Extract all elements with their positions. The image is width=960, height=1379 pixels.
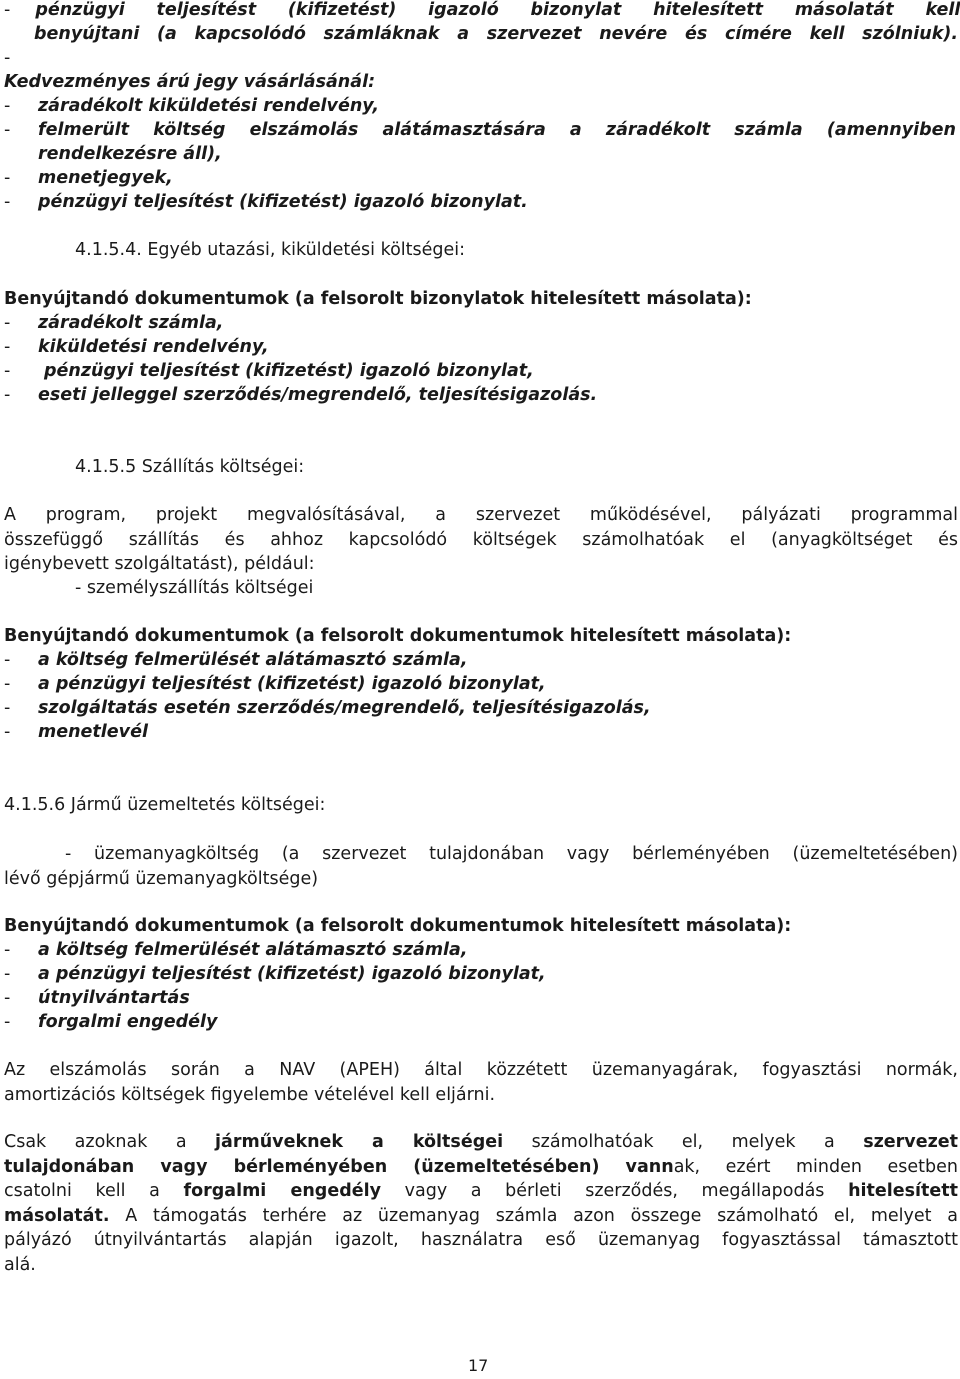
list-item [4,696,651,720]
dash: - [4,361,11,381]
dash: - [4,1012,11,1032]
list-item [4,1010,218,1034]
list-item [4,335,269,359]
section-title-4154: 4.1.5.4. Egyéb utazási, kiküldetési költségei: [75,240,466,260]
dash: - [4,0,11,20]
list-item-text: menetlevél [38,722,148,742]
dash: - [4,337,11,357]
dash-line: - [4,48,11,68]
list-item-text: a pénzügyi teljesítést (kifizetést) igazoló bizonylat, [38,674,546,694]
list-item-text: útnyilvántartás [38,988,190,1008]
paragraph [4,1058,958,1107]
paragraph-line: tulajdonában vagy bérleményében (üzemeltetésében) vannak, ezért minden esetben [4,1156,958,1177]
dash: - [4,120,11,140]
kedvezmenyes-heading: Kedvezményes árú jegy vásárlásánál: [4,72,376,92]
dash: - [4,674,11,694]
paragraph-line: A program, projekt megvalósításával, a szervezet működésével, pályázati programmal [4,505,958,525]
dash: - [4,168,11,188]
list-item [4,311,224,335]
list-item-text: pénzügyi teljesítést (kifizetést) igazoló bizonylat. [38,192,528,212]
dash: - [4,385,11,405]
list-item-text: záradékolt számla, [38,313,224,333]
paragraph-line: összefüggő szállítás és ahhoz kapcsolódó költségek számolhatóak el (anyagköltséget és [4,529,958,550]
dash: - [4,940,11,960]
list-item-text: szolgáltatás esetén szerződés/megrendelő, teljesítésigazolás, [38,698,651,718]
dash: - [4,650,11,670]
page-number: 17 [468,1356,489,1375]
list-item [4,190,528,214]
list-item [4,166,173,190]
dash: - [4,988,11,1008]
paragraph-line: igénybevett szolgáltatást), például: [4,554,315,574]
top-line-1 [4,0,960,22]
list-item-text: a költség felmerülését alátámasztó számla, [38,940,468,960]
list-item-text: forgalmi engedély [38,1012,218,1032]
dash: - [4,722,11,742]
paragraph [4,1130,958,1277]
top-line-2: benyújtani (a kapcsolódó számláknak a szervezet nevére és címére kell szólniuk). [34,24,958,44]
sub-item: - személyszállítás költségei [75,578,314,598]
docs-heading: Benyújtandó dokumentumok (a felsorolt dokumentumok hitelesített másolata): [4,916,792,936]
paragraph-line: másolatát. A támogatás terhére az üzemanyag számla azon összege számolható el, melyet a [4,1205,958,1226]
list-item [4,720,148,744]
dash: - [4,964,11,984]
list-item-text: kiküldetési rendelvény, [38,337,269,357]
docs-heading: Benyújtandó dokumentumok (a felsorolt bizonylatok hitelesített másolata): [4,289,752,309]
list-item [4,94,379,118]
list-item [4,648,468,672]
list-item [4,986,190,1010]
docs-heading: Benyújtandó dokumentumok (a felsorolt dokumentumok hitelesített másolata): [4,626,792,646]
section-title-4156: 4.1.5.6 Jármű üzemeltetés költségei: [4,795,326,815]
list-item-text: a pénzügyi teljesítést (kifizetést) igazoló bizonylat, [38,964,546,984]
paragraph-line: lévő gépjármű üzemanyagköltsége) [4,868,319,889]
section-title-4155: 4.1.5.5 Szállítás költségei: [75,457,305,477]
list-item-text: a költség felmerülését alátámasztó számla, [38,650,468,670]
list-item [4,962,546,986]
list-item [4,672,546,696]
top-line-1-text: pénzügyi teljesítést (kifizetést) igazoló bizonylat hitelesített másolatát kell [35,0,960,20]
paragraph-line: Csak azoknak a járműveknek a költségei számolhatóak el, melyek a szervezet [4,1132,958,1152]
list-item-text: felmerült költség elszámolás alátámasztására a záradékolt számla (amennyiben [38,120,956,140]
paragraph [4,842,958,891]
paragraph-line: amortizációs költségek figyelembe vételével kell eljárni. [4,1084,496,1105]
paragraph-line: Az elszámolás során a NAV (APEH) által közzétett üzemanyagárak, fogyasztási normák, [4,1060,958,1080]
dash: - [4,96,11,116]
paragraph [4,503,958,577]
paragraph-line: csatolni kell a forgalmi engedély vagy a bérleti szerződés, megállapodás hitelesített [4,1181,959,1201]
list-item-text: eseti jelleggel szerződés/megrendelő, teljesítésigazolás. [38,385,598,405]
paragraph-line: alá. [4,1254,36,1275]
list-item [4,359,534,383]
dash: - [4,192,11,212]
list-item-continuation: rendelkezésre áll), [38,144,222,164]
paragraph-line: pályázó útnyilvántartás alapján igazolt, használatra eső üzemanyag fogyasztással támasztott [4,1230,958,1250]
dash: - [4,698,11,718]
list-item [4,383,598,407]
list-item-text: pénzügyi teljesítést (kifizetést) igazoló bizonylat, [44,361,534,381]
paragraph-line: - üzemanyagköltség (a szervezet tulajdonában vagy bérleményében (üzemeltetésében) [65,844,958,864]
dash: - [4,313,11,333]
list-item [4,938,468,962]
list-item [4,118,956,142]
list-item-text: menetjegyek, [38,168,173,188]
list-item-text: záradékolt kiküldetési rendelvény, [38,96,379,116]
